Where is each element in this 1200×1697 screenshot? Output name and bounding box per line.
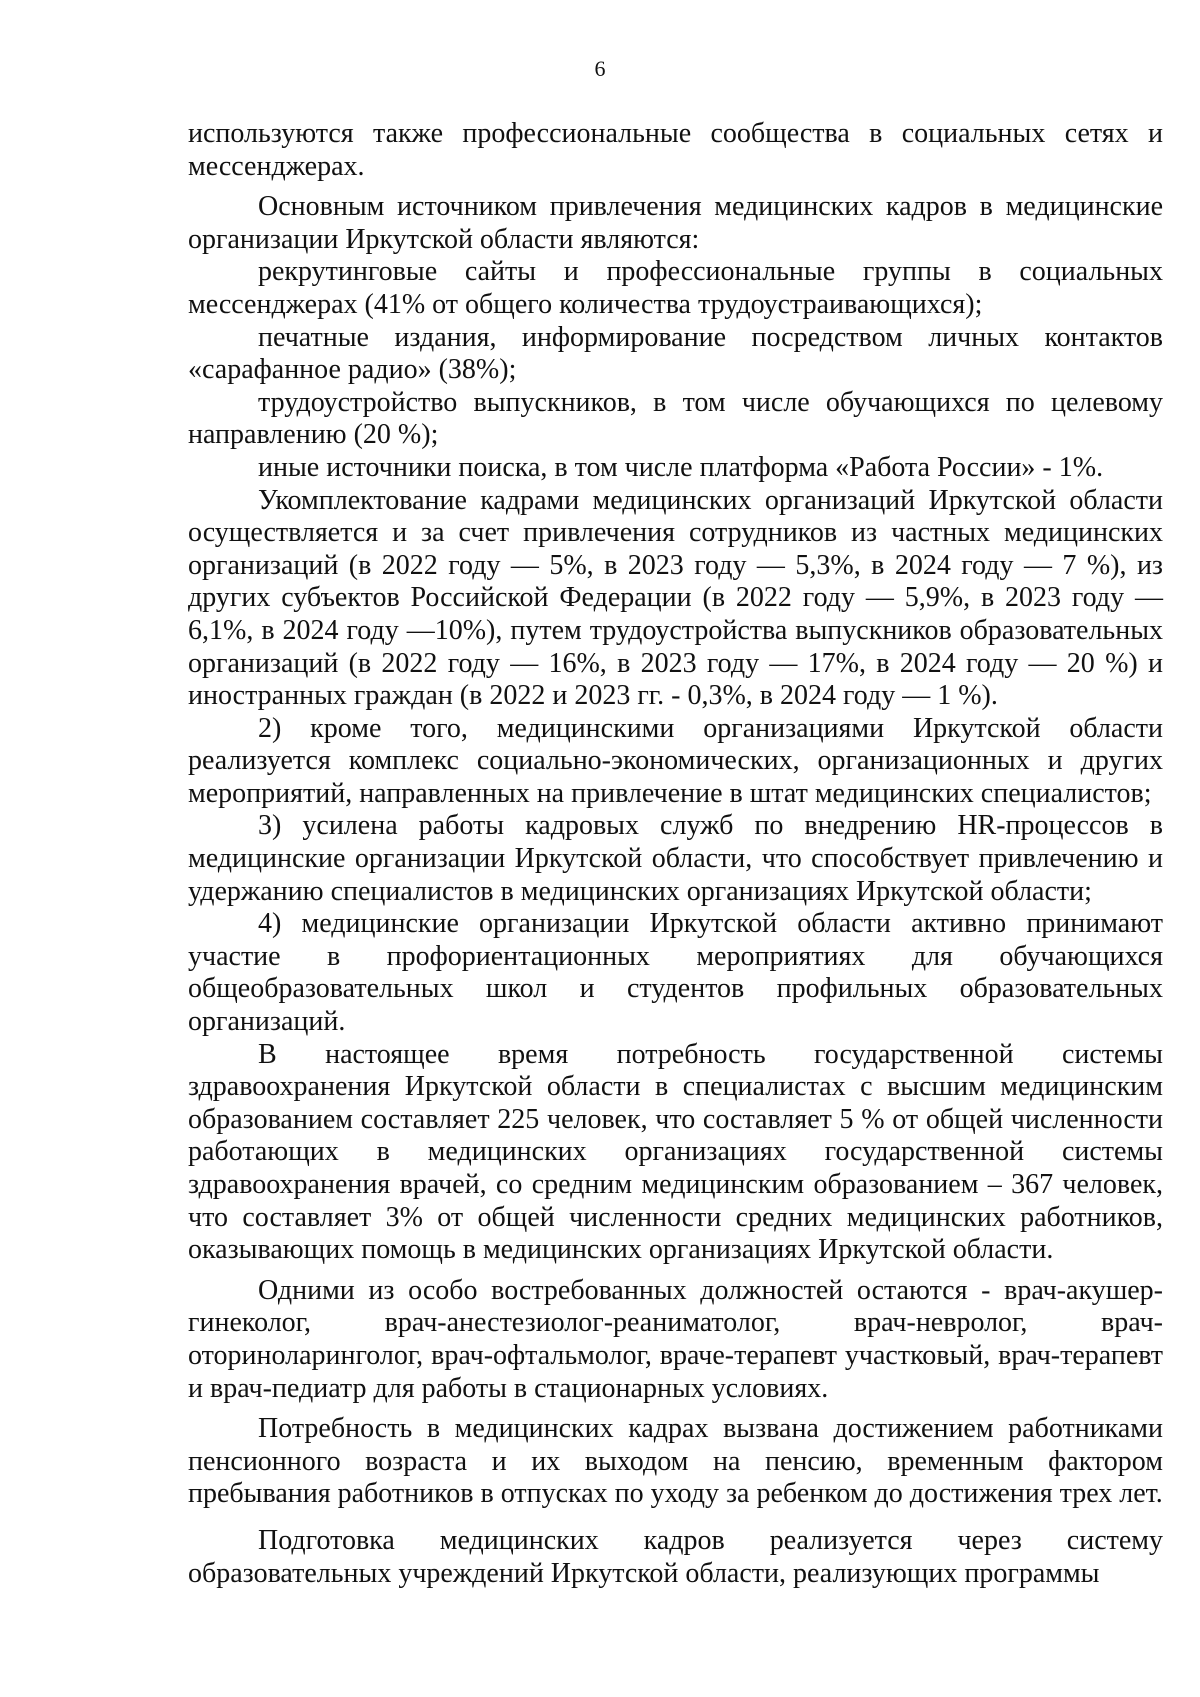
paragraph-item-3: 3) усилена работы кадровых служб по внедрению HR-процессов в медицинские организации Иркутской области, что способствует привлечению и удержанию специалистов в медицинских организациях Иркутской области; xyxy=(188,810,1163,907)
paragraph-item-4: 4) медицинские организации Иркутской области активно принимают участие в профориентационных мероприятиях для обучающихся общеобразовательных школ и студентов профильных образовательных организаций. xyxy=(188,908,1163,1038)
paragraph-other-sources: иные источники поиска, в том числе платформа «Работа России» - 1%. xyxy=(258,451,1104,483)
paragraph-item-2: 2) кроме того, медицинскими организациями Иркутской области реализуется комплекс социально-экономических, организационных и других мероприятий, направленных на привлечение в штат медицинских специалистов; xyxy=(188,712,1163,809)
document-body xyxy=(188,118,1163,1590)
paragraph-staffing: Укомплектование кадрами медицинских организаций Иркутской области осуществляется и за счет привлечения сотрудников из частных медицинских организаций (в 2022 году — 5%, в 2023 году — 5,3%, в 2024 году — 7 %), из других субъектов Российской Федерации (в 2022 году — 5,9%, в 2023 году — 6,1%, в 2024 году —10%), путем трудоустройства выпускников образовательных организаций (в 2022 году — 16%, в 2023 году — 17%, в 2024 году — 20 %) и иностранных граждан (в 2022 и 2023 гг. - 0,3%, в 2024 году — 1 %). xyxy=(188,484,1163,712)
paragraph-current-need: В настоящее время потребность государственной системы здравоохранения Иркутской области в специалистах с высшим медицинским образованием составляет 225 человек, что составляет 5 % от общей численности работающих в медицинских организациях государственной системы здравоохранения врачей, со средним медицинским образованием – 367 человек, что составляет 3% от общей численности средних медицинских работников, оказывающих помощь в медицинских организациях Иркутской области. xyxy=(188,1038,1163,1266)
paragraph-training: Подготовка медицинских кадров реализуется через систему образовательных учреждений Иркутской области, реализующих программы xyxy=(188,1524,1163,1589)
paragraph-graduates: трудоустройство выпускников, в том числе обучающихся по целевому направлению (20 %); xyxy=(188,386,1163,451)
paragraph-demanded-positions: Одними из особо востребованных должностей остаются - врач-акушер-гинеколог, врач-анестезиолог-реаниматолог, врач-невролог, врач-оториноларинголог, врач-офтальмолог, враче-терапевт участковый, врач-терапевт и врач-педиатр для работы в стационарных условиях. xyxy=(188,1274,1163,1404)
paragraph-print-media: печатные издания, информирование посредством личных контактов «сарафанное радио» (38%); xyxy=(188,321,1163,386)
paragraph-need-reasons: Потребность в медицинских кадрах вызвана достижением работниками пенсионного возраста и их выходом на пенсию, временным фактором пребывания работников в отпусках по уходу за ребенком до достижения трех лет. xyxy=(188,1413,1163,1510)
page-number: 6 xyxy=(594,56,606,81)
paragraph-recruiting-sites: рекрутинговые сайты и профессиональные группы в социальных мессенджерах (41% от общего количества трудоустраивающихся); xyxy=(188,256,1163,320)
paragraph-social-networks: используются также профессиональные сообщества в социальных сетях и мессенджерах. xyxy=(188,118,1163,182)
paragraph-main-sources: Основным источником привлечения медицинских кадров в медицинские организации Иркутской области являются: xyxy=(188,191,1163,255)
